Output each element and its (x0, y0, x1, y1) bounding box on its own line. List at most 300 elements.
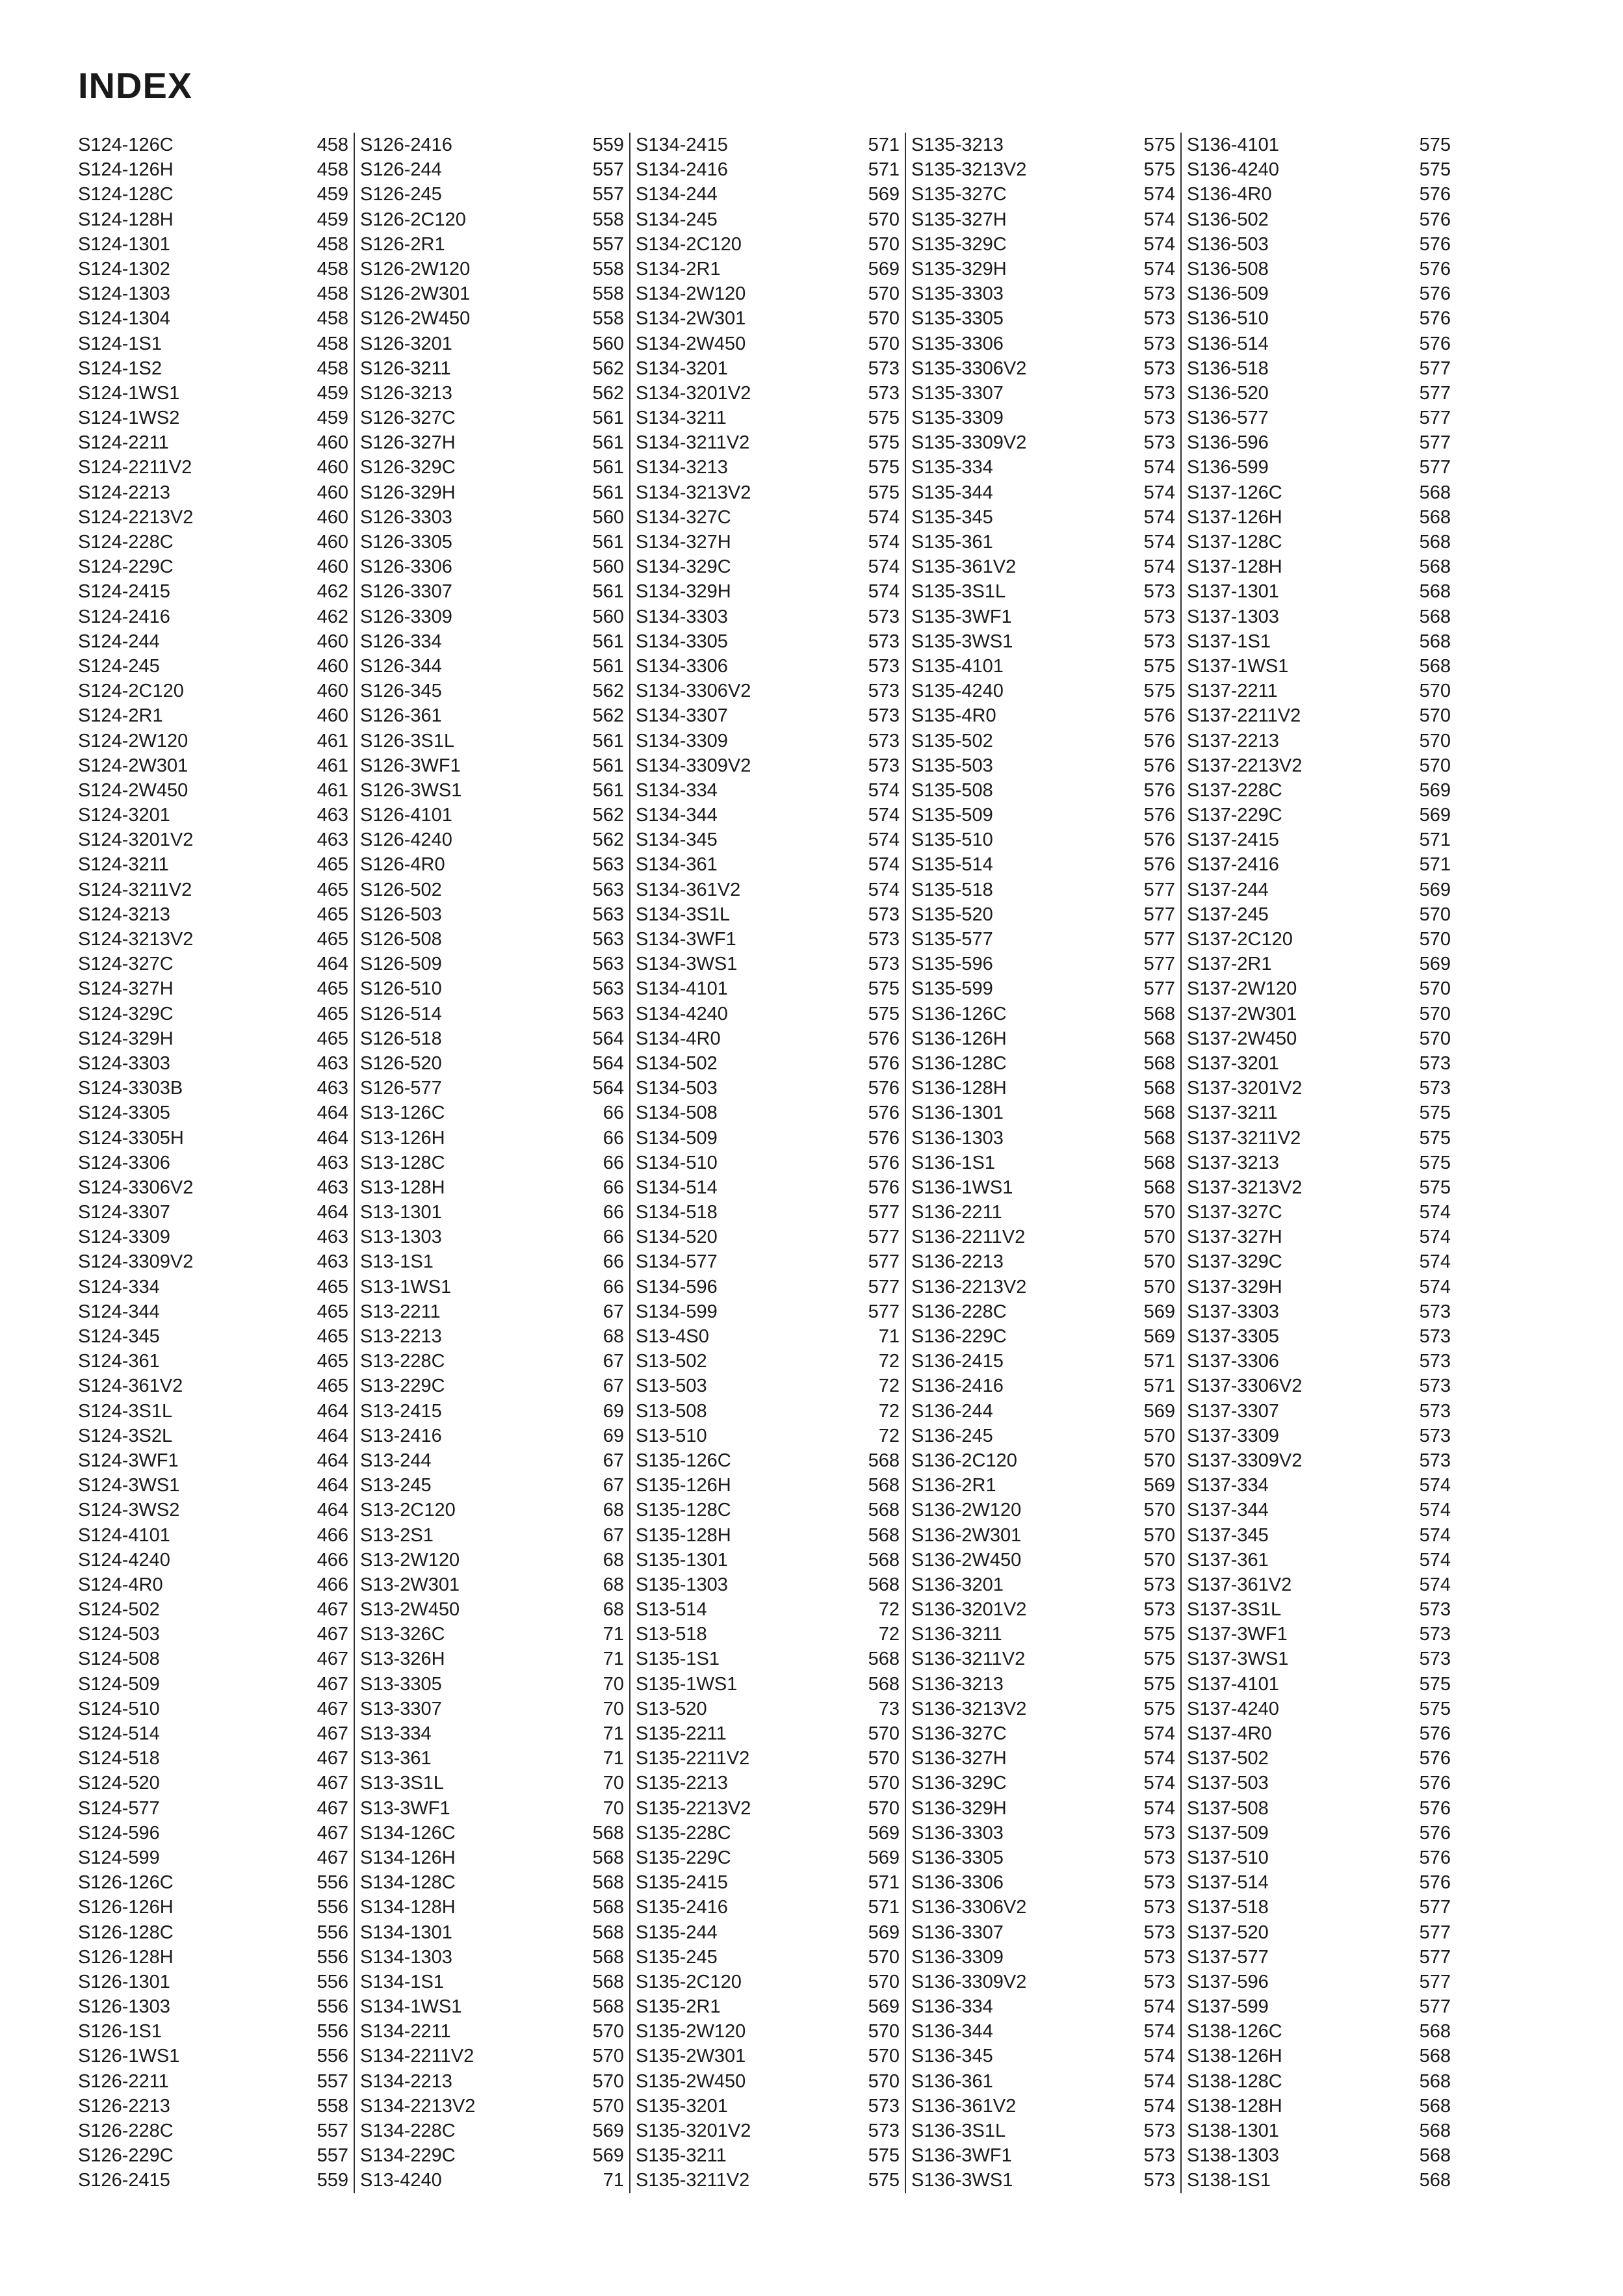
index-entry (636, 1597, 900, 1622)
page-number: 573 (1419, 1326, 1451, 1347)
part-code: S13-2S1 (360, 1524, 434, 1546)
page-number: 576 (1419, 308, 1451, 330)
page-number: 569 (1419, 779, 1451, 801)
page-number: 568 (1419, 532, 1451, 553)
index-entry (1187, 157, 1451, 182)
index-entry (360, 133, 624, 157)
index-entry (636, 232, 900, 257)
index-entry (911, 1498, 1175, 1522)
part-code: S124-3213 (78, 904, 170, 925)
index-entry (78, 1721, 348, 1746)
part-code: S124-4R0 (78, 1574, 163, 1595)
page-number: 573 (868, 2095, 900, 2117)
page-number: 459 (317, 184, 348, 205)
page-number: 568 (1419, 2046, 1451, 2067)
index-entry (1187, 281, 1451, 306)
part-code: S124-1304 (78, 308, 170, 330)
index-entry (911, 2119, 1175, 2143)
part-code: S126-228C (78, 2120, 174, 2141)
index-entry (1187, 1994, 1451, 2019)
part-code: S135-4101 (911, 655, 1004, 677)
part-code: S137-1303 (1187, 606, 1279, 627)
part-code: S126-329C (360, 457, 456, 478)
part-code: S134-502 (636, 1052, 718, 1074)
part-code: S13-518 (636, 1624, 707, 1645)
index-entry (911, 455, 1175, 480)
part-code: S124-1WS1 (78, 382, 180, 404)
page-number: 558 (592, 258, 624, 280)
page-number: 575 (868, 432, 900, 454)
part-code: S13-2W120 (360, 1549, 460, 1571)
page-number: 72 (878, 1624, 900, 1645)
page-number: 573 (1143, 606, 1175, 627)
page-number: 570 (1419, 978, 1451, 1000)
index-entry (78, 902, 348, 927)
part-code: S136-4101 (1187, 135, 1279, 155)
page-number: 72 (878, 1425, 900, 1446)
part-code: S136-4240 (1187, 159, 1279, 181)
part-code: S135-128C (636, 1500, 731, 1521)
index-entry (360, 1548, 624, 1572)
index-entry (360, 1299, 624, 1324)
page-number: 570 (1419, 730, 1451, 751)
page-number: 573 (1143, 382, 1175, 404)
part-code: S137-2211 (1187, 681, 1278, 702)
part-code: S124-1S2 (78, 358, 162, 379)
index-entry (360, 1002, 624, 1026)
index-entry (1187, 1846, 1451, 1870)
index-entry (1187, 2143, 1451, 2168)
part-code: S126-334 (360, 631, 442, 652)
page-number: 460 (317, 556, 348, 578)
page-number: 575 (868, 2145, 900, 2167)
page-number: 573 (868, 755, 900, 776)
index-entry (911, 1920, 1175, 1945)
part-code: S138-1S1 (1187, 2170, 1271, 2191)
part-code: S134-126H (360, 1847, 456, 1868)
part-code: S124-329C (78, 1003, 174, 1024)
index-entry (360, 2119, 624, 2143)
part-code: S136-2213V2 (911, 1276, 1027, 1298)
index-entry (636, 1895, 900, 1920)
index-entry (360, 1920, 624, 1945)
page-number: 575 (868, 408, 900, 429)
part-code: S13-3305 (360, 1673, 442, 1695)
part-code: S135-514 (911, 854, 993, 876)
part-code: S126-1303 (78, 1996, 170, 2018)
page-number: 467 (317, 1673, 348, 1695)
index-entry (1187, 530, 1451, 554)
index-entry (636, 2119, 900, 2143)
part-code: S137-228C (1187, 779, 1282, 801)
part-code: S126-1301 (78, 1971, 170, 1992)
page-number: 466 (317, 1549, 348, 1571)
page-number: 465 (317, 1351, 348, 1372)
index-entry (360, 530, 624, 554)
page-number: 574 (868, 829, 900, 851)
part-code: S135-2R1 (636, 1996, 721, 2018)
index-entry (1187, 1548, 1451, 1572)
page-number: 564 (592, 1078, 624, 1099)
page-number: 575 (1143, 1673, 1175, 1695)
index-entry (360, 1076, 624, 1101)
index-entry (911, 1126, 1175, 1151)
page-number: 576 (1143, 779, 1175, 801)
index-column-5 (1180, 133, 1456, 2193)
page-number: 576 (1419, 1847, 1451, 1868)
page-number: 66 (603, 1276, 624, 1298)
page-number: 573 (1143, 1847, 1175, 1868)
part-code: S134-1301 (360, 1922, 452, 1943)
part-code: S134-2213V2 (360, 2095, 476, 2117)
page-number: 573 (1143, 1946, 1175, 1968)
index-entry (911, 1945, 1175, 1970)
page-number: 68 (603, 1549, 624, 1571)
index-entry (636, 828, 900, 852)
index-entry (911, 952, 1175, 976)
index-entry (78, 878, 348, 902)
index-entry (911, 381, 1175, 406)
page-number: 570 (868, 1946, 900, 1968)
part-code: S135-508 (911, 779, 993, 801)
page-number: 568 (592, 1996, 624, 2018)
index-entry (636, 1026, 900, 1051)
part-code: S124-3303 (78, 1052, 170, 1074)
page-number: 562 (592, 358, 624, 379)
page-number: 464 (317, 954, 348, 975)
index-entry (911, 505, 1175, 530)
page-number: 569 (1143, 1301, 1175, 1322)
index-entry (360, 281, 624, 306)
index-entry (1187, 1970, 1451, 1994)
index-entry (360, 1175, 624, 1200)
index-entry (360, 1821, 624, 1846)
page-number: 467 (317, 1649, 348, 1670)
part-code: S135-3305 (911, 308, 1004, 330)
index-entry (636, 679, 900, 703)
part-code: S136-361V2 (911, 2095, 1017, 2117)
part-code: S136-327C (911, 1723, 1007, 1744)
page-number: 556 (317, 2021, 348, 2042)
part-code: S124-128H (78, 209, 174, 230)
part-code: S126-2C120 (360, 209, 466, 230)
page-number: 570 (868, 1971, 900, 1992)
index-entry (360, 356, 624, 381)
part-code: S124-2W120 (78, 730, 188, 751)
part-code: S13-245 (360, 1475, 432, 1496)
page-number: 568 (1143, 1052, 1175, 1074)
part-code: S135-3201 (636, 2095, 728, 2117)
part-code: S134-327H (636, 532, 731, 553)
index-entry (78, 182, 348, 207)
index-entry (911, 480, 1175, 505)
page-number: 462 (317, 606, 348, 627)
page-number: 573 (1143, 358, 1175, 379)
page-number: 463 (317, 1052, 348, 1074)
index-entry (911, 828, 1175, 852)
page-number: 458 (317, 358, 348, 379)
part-code: S135-327C (911, 184, 1007, 205)
index-entry (1187, 902, 1451, 927)
part-code: S124-3211V2 (78, 879, 192, 900)
part-code: S124-2R1 (78, 705, 163, 727)
index-entry (1187, 505, 1451, 530)
part-code: S134-3307 (636, 705, 728, 727)
page-number: 463 (317, 829, 348, 851)
part-code: S13-1WS1 (360, 1276, 452, 1298)
index-entry (360, 927, 624, 952)
page-number: 467 (317, 1723, 348, 1744)
part-code: S134-128H (360, 1897, 456, 1918)
page-number: 573 (1419, 1599, 1451, 1621)
index-entry (636, 257, 900, 281)
page-number: 460 (317, 457, 348, 478)
part-code: S137-509 (1187, 1822, 1269, 1844)
index-entry (911, 182, 1175, 207)
part-code: S126-2W301 (360, 283, 471, 305)
part-code: S134-4101 (636, 978, 728, 1000)
part-code: S134-3S1L (636, 904, 731, 925)
index-entry (636, 1672, 900, 1697)
part-code: S136-3211 (911, 1624, 1002, 1645)
part-code: S135-520 (911, 904, 993, 925)
part-code: S136-502 (1187, 209, 1269, 230)
part-code: S126-1S1 (78, 2021, 162, 2042)
part-code: S136-3303 (911, 1822, 1004, 1844)
part-code: S126-128C (78, 1922, 174, 1943)
part-code: S126-344 (360, 655, 442, 677)
index-entry (78, 2119, 348, 2143)
page-number: 463 (317, 1078, 348, 1099)
page-number: 562 (592, 705, 624, 727)
part-code: S136-2W301 (911, 1524, 1022, 1546)
index-entry (78, 1895, 348, 1920)
page-number: 573 (1419, 1351, 1451, 1372)
index-entry (78, 332, 348, 356)
index-column-2 (354, 133, 629, 2193)
part-code: S135-361V2 (911, 556, 1017, 578)
part-code: S137-3303 (1187, 1301, 1279, 1322)
page-number: 570 (868, 1748, 900, 1769)
index-entry (636, 1126, 900, 1151)
index-entry (911, 1076, 1175, 1101)
part-code: S137-3S1L (1187, 1599, 1282, 1621)
part-code: S124-2213V2 (78, 506, 194, 528)
page-number: 576 (868, 1177, 900, 1198)
part-code: S137-520 (1187, 1922, 1269, 1943)
part-code: S137-329H (1187, 1276, 1282, 1298)
page-number: 573 (868, 606, 900, 627)
page-number: 570 (1143, 1276, 1175, 1298)
index-entry (1187, 1051, 1451, 1076)
part-code: S136-596 (1187, 432, 1269, 454)
page-number: 66 (603, 1227, 624, 1248)
index-entry (78, 1920, 348, 1945)
page-number: 66 (603, 1127, 624, 1149)
part-code: S134-3WS1 (636, 954, 738, 975)
page-number: 573 (1143, 1897, 1175, 1918)
part-code: S134-2211 (360, 2021, 451, 2042)
index-entry (360, 182, 624, 207)
page-number: 463 (317, 1227, 348, 1248)
index-entry (360, 579, 624, 604)
page-number: 465 (317, 1003, 348, 1024)
index-entry (911, 605, 1175, 629)
index-entry (1187, 1796, 1451, 1821)
part-code: S126-329H (360, 482, 456, 503)
index-entry (636, 455, 900, 480)
part-code: S134-361 (636, 854, 718, 876)
page-number: 72 (878, 1351, 900, 1372)
part-code: S135-3WF1 (911, 606, 1012, 627)
index-entry (1187, 1697, 1451, 1721)
index-entry (636, 306, 900, 331)
page-number: 573 (1419, 1450, 1451, 1471)
index-entry (1187, 2019, 1451, 2044)
part-code: S126-4R0 (360, 854, 445, 876)
part-code: S136-344 (911, 2021, 993, 2042)
page-number: 575 (1419, 1673, 1451, 1695)
part-code: S137-1301 (1187, 581, 1279, 603)
part-code: S124-361 (78, 1351, 160, 1372)
page-number: 563 (592, 929, 624, 950)
index-entry (78, 1051, 348, 1076)
index-entry (911, 1647, 1175, 1671)
index-entry (1187, 1175, 1451, 1200)
index-entry (1187, 1126, 1451, 1151)
part-code: S124-3211 (78, 854, 169, 876)
page-number: 574 (1143, 1748, 1175, 1769)
index-entry (360, 2168, 624, 2193)
index-entry (1187, 1622, 1451, 1647)
page-number: 559 (317, 2170, 348, 2191)
index-entry (911, 1448, 1175, 1473)
part-code: S135-3211V2 (636, 2170, 750, 2191)
page-number: 568 (1143, 1127, 1175, 1149)
part-code: S137-2R1 (1187, 954, 1272, 975)
index-column-3 (629, 133, 905, 2193)
part-code: S126-2W450 (360, 308, 471, 330)
page-number: 561 (592, 482, 624, 503)
index-entry (360, 1721, 624, 1746)
index-entry (911, 679, 1175, 703)
page-number: 557 (592, 159, 624, 181)
index-entry (360, 2019, 624, 2044)
page-number: 568 (1419, 655, 1451, 677)
page-number: 570 (1419, 1028, 1451, 1049)
page-number: 574 (1143, 1996, 1175, 2018)
index-entry (636, 1498, 900, 1522)
index-entry (1187, 133, 1451, 157)
part-code: S137-2213V2 (1187, 755, 1303, 776)
part-code: S124-502 (78, 1599, 160, 1621)
part-code: S136-244 (911, 1400, 993, 1422)
part-code: S136-3201V2 (911, 1599, 1027, 1621)
part-code: S134-1303 (360, 1946, 452, 1968)
page-number: 556 (317, 1922, 348, 1943)
page-number: 568 (592, 1897, 624, 1918)
part-code: S126-245 (360, 184, 442, 205)
index-entry (636, 1572, 900, 1597)
part-code: S135-510 (911, 829, 993, 851)
page-number: 463 (317, 1251, 348, 1273)
page-number: 571 (868, 159, 900, 181)
part-code: S136-229C (911, 1326, 1007, 1347)
index-entry (78, 257, 348, 281)
page-number: 575 (868, 2170, 900, 2191)
page-number: 575 (1143, 1624, 1175, 1645)
page-number: 573 (1143, 2145, 1175, 2167)
part-code: S137-229C (1187, 805, 1282, 826)
part-code: S126-126C (78, 1872, 174, 1894)
part-code: S134-4240 (636, 1003, 728, 1024)
page-number: 574 (1419, 1524, 1451, 1546)
page-number: 575 (1419, 1102, 1451, 1124)
index-entry (911, 976, 1175, 1001)
part-code: S138-126H (1187, 2046, 1282, 2067)
page-number: 568 (868, 1673, 900, 1695)
page-number: 574 (868, 506, 900, 528)
index-entry (78, 2019, 348, 2044)
page-number: 560 (592, 556, 624, 578)
index-entry (360, 852, 624, 877)
index-entry (636, 1548, 900, 1572)
part-code: S126-229C (78, 2145, 174, 2167)
index-entry (1187, 1225, 1451, 1249)
part-code: S136-327H (911, 1748, 1007, 1769)
part-code: S124-2W450 (78, 779, 188, 801)
page-number: 562 (592, 382, 624, 404)
index-entry (1187, 778, 1451, 803)
page-number: 460 (317, 631, 348, 652)
index-entry (1187, 976, 1451, 1001)
part-code: S135-1301 (636, 1549, 728, 1571)
page-number: 570 (1419, 929, 1451, 950)
index-entry (78, 281, 348, 306)
part-code: S135-244 (636, 1922, 718, 1943)
part-code: S135-518 (911, 879, 993, 900)
page-number: 71 (603, 1748, 624, 1769)
index-entry (1187, 703, 1451, 728)
part-code: S136-3213V2 (911, 1698, 1027, 1719)
part-code: S124-4101 (78, 1524, 170, 1546)
index-entry (78, 1299, 348, 1324)
page-number: 576 (868, 1127, 900, 1149)
part-code: S124-3S2L (78, 1425, 173, 1446)
page-number: 458 (317, 159, 348, 181)
page-number: 574 (1143, 506, 1175, 528)
index-entry (78, 1548, 348, 1572)
index-entry (78, 1026, 348, 1051)
index-entry (636, 1349, 900, 1374)
index-entry (636, 1697, 900, 1721)
page-number: 573 (1143, 283, 1175, 305)
part-code: S124-510 (78, 1698, 160, 1719)
part-code: S136-520 (1187, 382, 1269, 404)
index-entry (636, 2168, 900, 2193)
part-code: S124-518 (78, 1748, 160, 1769)
part-code: S137-2213 (1187, 730, 1279, 751)
part-code: S124-334 (78, 1276, 160, 1298)
index-entry (360, 878, 624, 902)
index-entry (78, 232, 348, 257)
page-number: 466 (317, 1524, 348, 1546)
page-number: 574 (1419, 1549, 1451, 1571)
part-code: S137-3305 (1187, 1326, 1279, 1347)
page-number: 568 (1419, 606, 1451, 627)
part-code: S135-327H (911, 209, 1007, 230)
page-number: 574 (868, 854, 900, 876)
